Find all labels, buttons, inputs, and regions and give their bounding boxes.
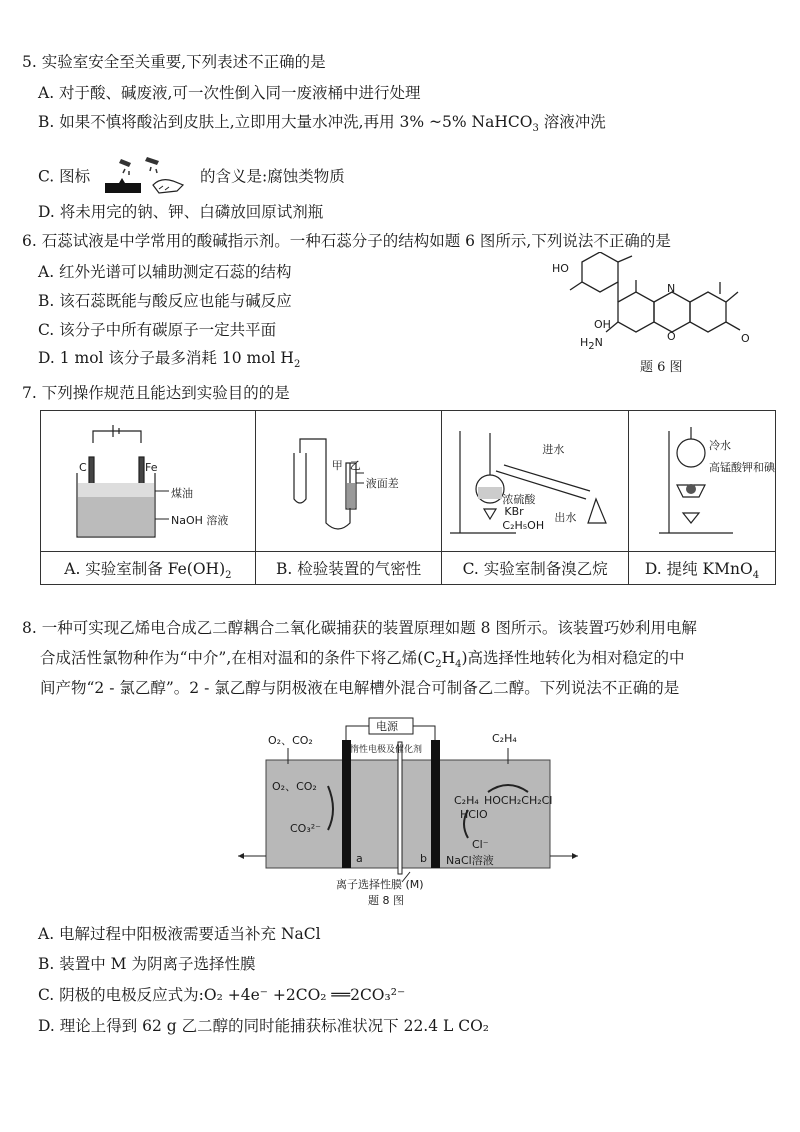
cathode-product-label: CO₃²⁻ — [290, 822, 321, 835]
membrane-label: 离子选择性膜 (M) — [336, 878, 424, 891]
litmus-structure-figure — [548, 252, 788, 362]
q7-stem: 7. 下列操作规范且能达到实验目的的是 — [22, 384, 290, 402]
o-ring-label: O — [667, 330, 676, 343]
electrolysis-cell-figure — [228, 712, 598, 912]
q8-figure-caption: 题 8 图 — [368, 894, 404, 907]
q5-option-a: A. 对于酸、碱废液,可一次性倒入同一废液桶中进行处理 — [38, 84, 421, 102]
nh2-label: $H_2N$ — [580, 336, 603, 353]
fig-c-kbr-label: KBr — [504, 505, 524, 518]
anode-hclo-label: HClO — [460, 808, 488, 821]
q8-option-c: C. 阴极的电极反应式为:O₂ +4e⁻ +2CO₂ ══2CO₃²⁻ — [38, 986, 406, 1004]
q7-options-table — [40, 410, 776, 585]
anode-c2h4-label: C₂H₄ — [454, 794, 479, 807]
inlet-c2h4-label: C₂H₄ — [492, 732, 517, 745]
q8-option-d: D. 理论上得到 62 g 乙二醇的同时能捕获标准状况下 22.4 L CO₂ — [38, 1017, 490, 1035]
q6-option-d: D. 1 mol 该分子最多消耗 10 mol $H_2$ — [38, 349, 301, 371]
q7-figure-b — [255, 411, 442, 552]
q7-option-c: C. 实验室制备溴乙烷 — [442, 552, 629, 585]
q5-stem: 5. 实验室安全至关重要,下列表述不正确的是 — [22, 53, 326, 71]
q7-figure-c — [442, 411, 629, 552]
q7-figure-d — [628, 411, 775, 552]
fig-c-out-water-label: 出水 — [554, 511, 577, 524]
fig-b-jia-label: 甲 — [331, 459, 343, 472]
fig-a-fe-label: Fe — [145, 461, 158, 474]
o-keto-label: O — [741, 332, 750, 345]
q7-option-d: D. 提纯 KMnO$_4$ — [628, 552, 775, 585]
fig-d-cold-label: 冷水 — [708, 439, 731, 452]
fig-a-c-label: C — [79, 461, 87, 474]
oh-label: OH — [594, 318, 611, 331]
q6-option-a: A. 红外光谱可以辅助测定石蕊的结构 — [38, 263, 292, 281]
power-source-label: 电源 — [376, 720, 398, 733]
fig-c-ethanol-label: C₂H₅OH — [502, 519, 545, 532]
fig-b-yi-label: 乙 — [349, 459, 361, 472]
q8-stem-line-1: 8. 一种可实现乙烯电合成乙二醇耦合二氧化碳捕获的装置原理如题 8 图所示。该装置巧妙利用电解 — [22, 619, 697, 637]
q6-figure-caption: 题 6 图 — [640, 360, 683, 375]
fig-a-oil-label: 煤油 — [171, 487, 193, 500]
q8-option-b: B. 装置中 M 为阴离子选择性膜 — [38, 955, 256, 973]
q6-option-c: C. 该分子中所有碳原子一定共平面 — [38, 321, 277, 339]
q6-option-b: B. 该石蕊既能与酸反应也能与碱反应 — [38, 292, 292, 310]
fig-d-salt-label: 高锰酸钾和碘 — [708, 461, 775, 474]
q8-stem-line-3: 间产物“2 - 氯乙醇”。2 - 氯乙醇与阴极液在电解槽外混合可制备乙二醇。下列说法不正确的是 — [40, 679, 680, 697]
q7-option-a: A. 实验室制备 $Fe(OH)_2$ — [41, 552, 256, 585]
inlet-o2-co2-label: O₂、CO₂ — [268, 734, 313, 747]
q5-option-c: C. 图标 的含义是:腐蚀类物质 — [38, 155, 345, 200]
nacl-solution-label: NaCl溶液 — [446, 854, 494, 867]
electrode-a-label: a — [356, 852, 363, 865]
q5-option-b: B. 如果不慎将酸沾到皮肤上,立即用大量水冲洗,再用 3% ~5% NaHCO$_3$ 溶液冲洗 — [38, 113, 606, 135]
q5-option-d: D. 将未用完的钠、钾、白磷放回原试剂瓶 — [38, 203, 324, 221]
q8-stem-line-2: 合成活性氯物种作为“中介”,在相对温和的条件下将乙烯$(C_2H_4)$高选择性地转化为相对稳定的中 — [40, 649, 685, 671]
fig-c-in-water-label: 进水 — [542, 443, 565, 456]
fig-b-diff-label: 液面差 — [365, 477, 399, 490]
fig-a-naoh-label: NaOH 溶液 — [171, 514, 229, 527]
n-label: N — [667, 282, 676, 295]
q8-option-a: A. 电解过程中阳极液需要适当补充 NaCl — [38, 925, 321, 943]
anode-chloride-label: Cl⁻ — [472, 838, 489, 851]
electrode-catalyst-label: 惰性电极及催化剂 — [350, 745, 423, 755]
fig-c-acid-label: 浓硫酸 — [502, 493, 536, 506]
q7-figure-a — [41, 411, 256, 552]
corrosive-hazard-icon — [101, 155, 189, 200]
cathode-reactants-label: O₂、CO₂ — [272, 780, 317, 793]
electrode-b-label: b — [420, 852, 427, 865]
ho-label: HO — [552, 262, 569, 275]
q6-stem: 6. 石蕊试液是中学常用的酸碱指示剂。一种石蕊分子的结构如题 6 图所示,下列说法不正确的是 — [22, 232, 671, 250]
anode-product-label: HOCH₂CH₂Cl — [484, 794, 553, 807]
q7-option-b: B. 检验装置的气密性 — [255, 552, 442, 585]
